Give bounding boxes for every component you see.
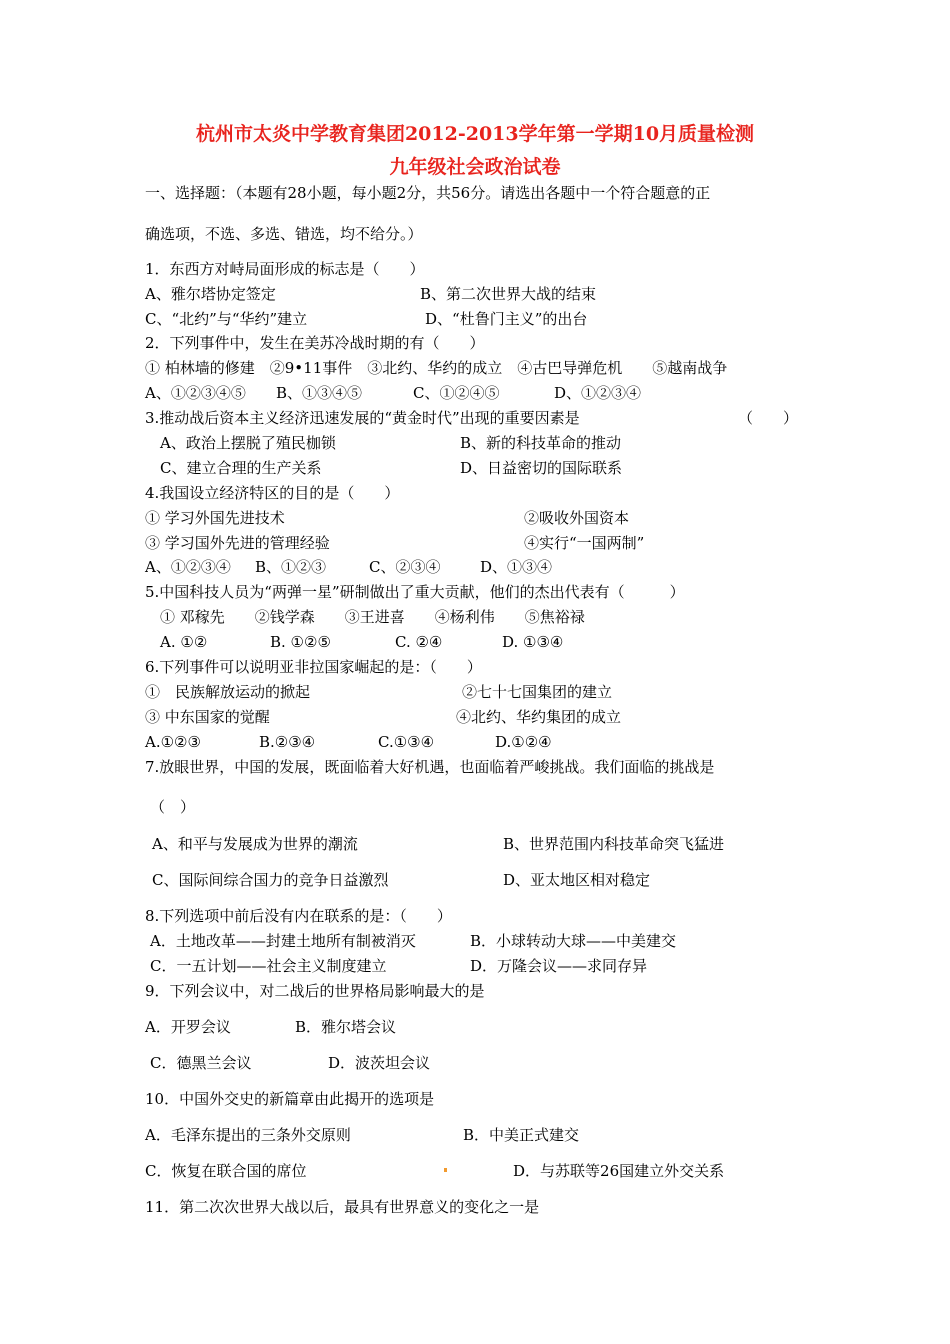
question-1-option-b: B、第二次世界大战的结束	[420, 285, 597, 303]
stray-mark	[444, 1168, 447, 1172]
question-9-option-c: C．德黑兰会议	[150, 1054, 252, 1072]
question-7-bracket: （ ）	[150, 798, 196, 816]
question-7-option-c: C、国际间综合国力的竞争日益激烈	[152, 871, 389, 889]
question-4-item-1: ① 学习外国先进技术	[145, 509, 285, 527]
question-9-stem: 9．下列会议中，对二战后的世界格局影响最大的是	[145, 982, 485, 1000]
question-1-option-d: D、“杜鲁门主义”的出台	[425, 310, 588, 328]
section-header-cont: 确选项，不选、多选、错选，均不给分。）	[145, 225, 423, 243]
question-2-option-a: A、①②③④⑤	[145, 384, 246, 402]
question-9-option-d: D．波茨坦会议	[328, 1054, 431, 1072]
question-1-stem: 1．东西方对峙局面形成的标志是（ ）	[145, 260, 425, 278]
question-6-option-d: D.①②④	[495, 733, 552, 751]
question-4-stem: 4.我国设立经济特区的目的是（ ）	[145, 484, 400, 502]
question-10-option-d: D．与苏联等26国建立外交关系	[513, 1162, 725, 1180]
question-10-option-b: B．中美正式建交	[463, 1126, 580, 1144]
question-8-option-c: C．一五计划——社会主义制度建立	[150, 957, 387, 975]
question-3-option-b: B、新的科技革命的推动	[460, 434, 622, 452]
question-10-option-a: A．毛泽东提出的三条外交原则	[145, 1126, 351, 1144]
exam-title-line1: 杭州市太炎中学教育集团2012-2013学年第一学期10月质量检测	[195, 123, 755, 145]
question-4-option-d: D、①③④	[480, 558, 553, 576]
section-header: 一、选择题：（本题有28小题，每小题2分，共56分。请选出各题中一个符合题意的正	[145, 184, 711, 202]
question-4-option-c: C、②③④	[369, 558, 441, 576]
question-9-option-a: A．开罗会议	[145, 1018, 231, 1036]
question-5-option-a: A. ①②	[160, 633, 208, 651]
question-5-option-c: C. ②④	[395, 633, 443, 651]
question-6-item-2: ②七十七国集团的建立	[462, 683, 613, 701]
question-3-option-c: C、建立合理的生产关系	[160, 459, 322, 477]
question-4-item-2: ②吸收外国资本	[524, 509, 630, 527]
question-5-option-d: D. ①③④	[502, 633, 564, 651]
question-8-option-b: B．小球转动大球——中美建交	[470, 932, 677, 950]
question-2-option-c: C、①②④⑤	[413, 384, 500, 402]
question-6-stem: 6.下列事件可以说明亚非拉国家崛起的是：（ ）	[145, 658, 482, 676]
question-3-option-d: D、日益密切的国际联系	[460, 459, 623, 477]
question-7-stem: 7.放眼世界，中国的发展，既面临着大好机遇，也面临着严峻挑战。我们面临的挑战是	[145, 758, 715, 776]
question-9-option-b: B．雅尔塔会议	[295, 1018, 397, 1036]
question-8-stem: 8.下列选项中前后没有内在联系的是：（ ）	[145, 907, 452, 925]
question-2-option-b: B、①③④⑤	[276, 384, 363, 402]
question-6-item-4: ④北约、华约集团的成立	[456, 708, 622, 726]
question-5-option-b: B. ①②⑤	[270, 633, 331, 651]
question-4-option-a: A、①②③④	[145, 558, 231, 576]
question-7-option-b: B、世界范围内科技革命突飞猛进	[503, 835, 725, 853]
question-6-item-3: ③ 中东国家的觉醒	[145, 708, 270, 726]
question-7-option-d: D、亚太地区相对稳定	[503, 871, 651, 889]
question-7-option-a: A、和平与发展成为世界的潮流	[152, 835, 358, 853]
question-6-item-1: ① 民族解放运动的掀起	[145, 683, 311, 701]
question-2-items: ① 柏林墙的修建 ②9•11事件 ③北约、华约的成立 ④古巴导弹危机 ⑤越南战争	[145, 359, 728, 377]
question-8-option-a: A．土地改革——封建土地所有制被消灭	[150, 932, 416, 950]
question-10-stem: 10．中国外交史的新篇章由此揭开的选项是	[145, 1090, 435, 1108]
question-5-items: ① 邓稼先 ②钱学森 ③王进喜 ④杨利伟 ⑤焦裕禄	[160, 608, 585, 626]
question-11-stem: 11．第二次次世界大战以后，最具有世界意义的变化之一是	[145, 1198, 540, 1216]
question-2-stem: 2．下列事件中，发生在美苏冷战时期的有（ ）	[145, 334, 485, 352]
question-3-option-a: A、政治上摆脱了殖民枷锁	[160, 434, 336, 452]
question-1-option-a: A、雅尔塔协定签定	[145, 285, 276, 303]
question-4-option-b: B、①②③	[255, 558, 327, 576]
question-10-option-c: C．恢复在联合国的席位	[145, 1162, 307, 1180]
question-6-option-b: B.②③④	[259, 733, 316, 751]
question-2-option-d: D、①②③④	[554, 384, 642, 402]
question-6-option-c: C.①③④	[378, 733, 435, 751]
question-5-stem: 5.中国科技人员为“两弹一星”研制做出了重大贡献，他们的杰出代表有（ ）	[145, 583, 685, 601]
question-8-option-d: D．万隆会议——求同存异	[470, 957, 648, 975]
exam-title-line2: 九年级社会政治试卷	[389, 156, 561, 178]
question-3-stem: 3.推动战后资本主义经济迅速发展的“黄金时代”出现的重要因素是	[145, 409, 580, 427]
question-1-option-c: C、“北约”与“华约”建立	[145, 310, 308, 328]
question-6-option-a: A.①②③	[145, 733, 201, 751]
question-4-item-3: ③ 学习国外先进的管理经验	[145, 534, 330, 552]
question-3-bracket: （ ）	[738, 409, 799, 427]
question-4-item-4: ④实行“一国两制”	[524, 534, 645, 552]
